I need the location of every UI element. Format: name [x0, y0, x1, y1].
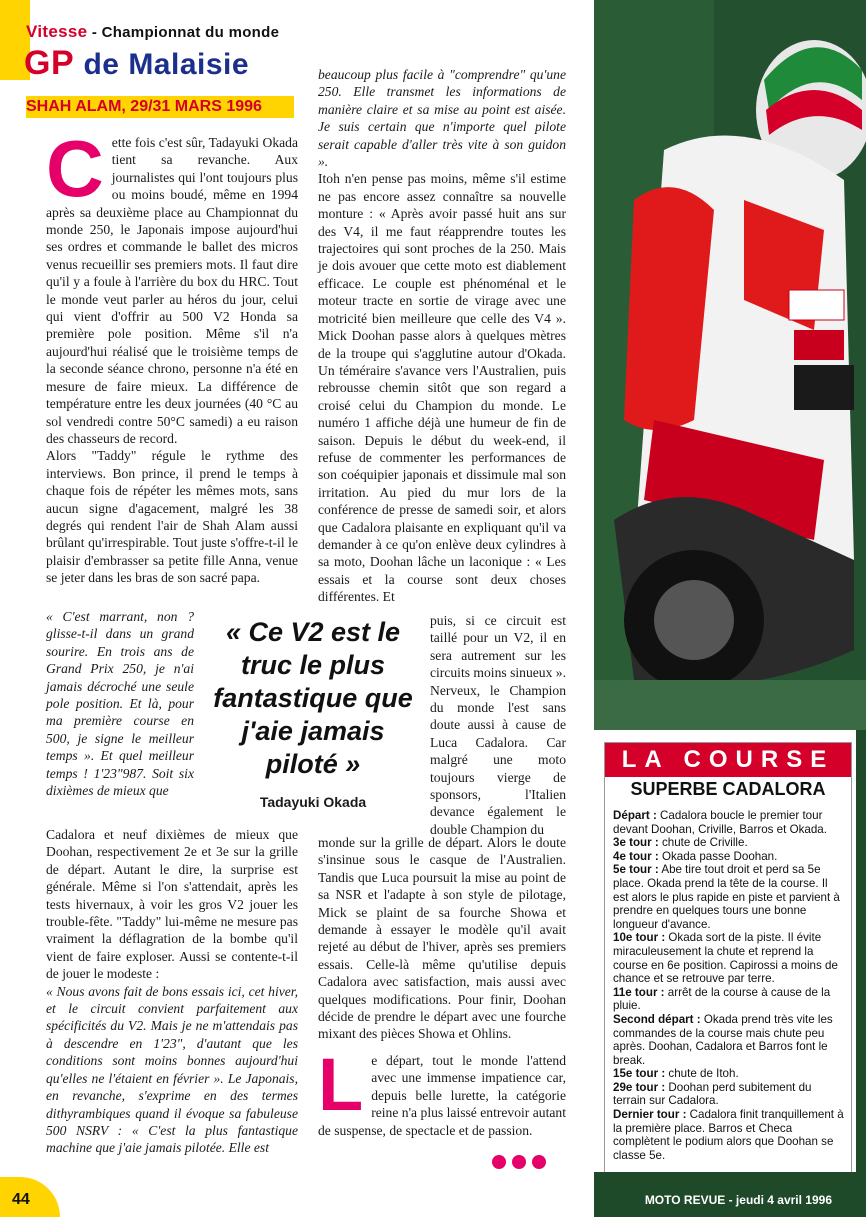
race-event-label: Départ : [613, 809, 657, 822]
article-column-2-bottom [318, 834, 566, 1043]
box-title: LA COURSE [605, 743, 851, 777]
section-kicker [26, 22, 279, 42]
race-event-label: 4e tour : [613, 849, 659, 863]
rider-photo [594, 0, 866, 730]
race-event [613, 931, 845, 985]
race-event-text: arrêt de la course à cause de la pluie. [613, 985, 831, 1013]
page-number: 44 [12, 1191, 30, 1208]
yellow-corner-bottom [0, 1177, 60, 1217]
bullet-dot [512, 1155, 526, 1169]
article-column-1-bottom [46, 826, 298, 1157]
paragraph: ette fois c'est sûr, Tadayuki Okada tient sa revanche. Aux journalistes qui l'ont toujours plus ou moins boudé, même en 1994 après sa deuxième place au Championnat du monde 250, le Japonais impose aujourd'hui ses ordres et commande le ballet des micros venus recueillir ses premiers mots. Il faut dire qu'il y a foule à l'arrière du box du HRC. Tout le monde veut parler au héros du jour, celui qui vient d'offrir au 500 V2 Honda sa première pole position. Même s'il n'a aujourd'hui réalisé que le troisième temps de la seconde séance chrono, personne n'a été en mesure de faire mieux. La différence de température entre les deux journées (40 °C au sol vendredi contre 50°C samedi) a eu raison des chasseurs de record. [46, 135, 298, 446]
race-event-label: Dernier tour : [613, 1108, 687, 1122]
race-event [613, 850, 845, 864]
race-event [613, 863, 845, 931]
article-column-2 [318, 66, 566, 606]
race-event-text: chute de Criville. [658, 836, 748, 850]
kicker-subtitle: - Championnat du monde [91, 24, 280, 41]
race-event-text: Okada sort de la piste. Il évite miraculeusement la chute et reprend la course en 6e position. Capirossi a moins de chance et se retrouve par terre. [613, 931, 838, 986]
article-column-1 [46, 124, 298, 587]
end-bullets [492, 1155, 572, 1174]
race-event [613, 986, 845, 1013]
paragraph: beaucoup plus facile à "comprendre" qu'une 250. Elle transmet les informations de manière claire et sa mise au point est aisée. Je suis certain que n'importe quel pilote serait capable d'aller très vite à son guidon ». [318, 67, 566, 170]
page-title [24, 44, 249, 83]
dateline: SHAH ALAM, 29/31 MARS 1996 [26, 96, 294, 118]
article-column-2-narrow [430, 612, 566, 838]
race-event-label: 5e tour : [613, 863, 659, 877]
race-event-text: Okada passe Doohan. [658, 849, 778, 863]
race-summary-box [604, 742, 852, 1174]
race-event-label: 11e tour : [613, 985, 665, 999]
paragraph: « C'est marrant, non ? glisse-t-il dans un grand sourire. En trois ans de Grand Prix 250, je n'ai jamais décroché une seule pole position. Et là, pour ma première course en 500, je signe le meilleur temps ». Et quel meilleur temps ! 1'23"987. Soit six dixièmes de mieux que [46, 609, 194, 799]
race-event [613, 836, 845, 850]
race-event-text: Abe tire tout droit et perd sa 5e place. Okada prend la tête de la course. Il est alors le plus rapide en piste et parvient à prendre en quelques tours une bonne longueur d'avance. [613, 863, 840, 931]
race-event-text: Cadalora finit tranquillement à la première place. Barros et Checa complètent le podium alors que Doohan se classe 5e. [613, 1108, 844, 1162]
race-event-label: 15e tour : [613, 1067, 666, 1081]
race-event [613, 1013, 845, 1067]
race-event-label: 29e tour : [613, 1080, 666, 1094]
race-event-label: 3e tour : [613, 836, 659, 850]
rider-photo-illustration [594, 0, 866, 730]
photo-edge [856, 730, 866, 1172]
race-event [613, 809, 845, 836]
paragraph: « Nous avons fait de bons essais ici, cet hiver, et le circuit convient parfaitement aux spécificités du V2. Mais je ne m'attendais pas à descendre en 1'23", d'autant que les conditions sont moins bonnes aujourd'hui qu'elles ne l'étaient en février ». Le Japonais, en revanche, s'exprime en des termes dithyrambiques quand il évoque sa fabuleuse 500 NSRV : « C'est la plus fantastique machine que j'aie jamais pilotée. Elle est [46, 983, 298, 1156]
box-text [613, 809, 845, 1162]
race-event-text: Doohan perd subitement du terrain sur Cadalora. [613, 1080, 812, 1108]
pull-quote: « Ce V2 est le truc le plus fantastique que j'aie jamais piloté » [213, 617, 413, 779]
race-event [613, 1067, 845, 1081]
race-event-text: Okada prend très vite les commandes de la course mais chute peu après. Doohan, Cadalora et Barros font le break. [613, 1012, 833, 1067]
paragraph: e départ, tout le monde l'attend avec une immense impatience car, depuis belle lurette, la catégorie reine n'a plus laissé entrevoir autant de suspense, de spectacle et de passion. [318, 1053, 566, 1138]
paragraph: Alors "Taddy" régule le rythme des interviews. Bon prince, il prend le temps à chaque fois de répéter les mêmes mots, sans aucun signe d'agacement, malgré les 38 degrés qui rendent l'air de Shah Alam aussi brûlant qu'irrespirable. Tout juste s'offre-t-il le plaisir d'embrasser sa petite fille Anna, venue se jeter dans les bras de son sacré papa. [46, 448, 298, 586]
dropcap-l: L [318, 1043, 364, 1126]
race-event [613, 1081, 845, 1108]
box-subtitle: SUPERBE CADALORA [630, 779, 826, 799]
paragraph: monde sur la grille de départ. Alors le doute s'insinue sous le casque de l'Australien. Tandis que Luca poursuit la mise au point de sa NSR et l'adapte à son style de pilotage, Mick se plaint de sa fourche Showa et demande à essayer le modèle qu'il avait rejeté au début de l'hiver, après ses premiers essais. Celle-là même qu'utilise depuis Cadalora avec satisfaction, mais aussi avec quelques modifications. Pour finir, Doohan décide de prendre le départ avec une fourche mixant des pièces Showa et Ohlins. [318, 835, 566, 1042]
race-event-text: chute de Itoh. [665, 1067, 739, 1081]
race-event-text: Cadalora boucle le premier tour devant Doohan, Criville, Barros et Okada. [613, 809, 827, 836]
bullet-dot [492, 1155, 506, 1169]
paragraph: puis, si ce circuit est taillé pour un V2, il en sera autrement sur les circuits moins sinueux ». Nerveux, le Champion du monde l'est sans doute aussi à cause de Luca Cadalora. Car malgré une moto toujours vierge de sponsors, l'Italien devance également le double Champion du [430, 613, 566, 837]
kicker-category: Vitesse [26, 22, 88, 41]
dropcap-c: C [46, 124, 104, 213]
race-event-label: Second départ : [613, 1012, 701, 1026]
paragraph: Cadalora et neuf dixièmes de mieux que Doohan, respectivement 2e et 3e sur la grille de départ. Autant le dire, la surprise est générale. Même si l'on s'attendait, après les tests hivernaux, à voir les gros V2 jouer les trouble-fête. "Taddy" lui-même ne mesure pas vraiment la déflagration de la bombe qu'il vient de faire exploser. Aussi se contente-t-il de jouer le modeste : [46, 827, 298, 982]
title-rest: de Malaisie [83, 48, 250, 81]
article-column-1-narrow [46, 608, 194, 799]
pull-quote-author: Tadayuki Okada [259, 794, 367, 810]
publication-footer: MOTO REVUE - jeudi 4 avril 1996 [644, 1193, 832, 1207]
bullet-dot [532, 1155, 546, 1169]
race-event [613, 1108, 845, 1162]
article-column-2-end [318, 1043, 566, 1139]
race-event-label: 10e tour : [613, 931, 666, 945]
title-gp: GP [24, 44, 74, 82]
paragraph: Itoh n'en pense pas moins, même s'il estime ne pas encore assez connaître sa nouvelle monture : « Après avoir passé huit ans sur des V4, il me faut réapprendre toutes les trajectoires qui sont proches de la 250. Mais je dois avouer que cette moto est diablement efficace. Le couple est phénoménal et le moteur tracte en sortie de virage avec une motricité bien meilleure que celle des V4 ». Mick Doohan passe alors à quelques mètres de la troupe qui s'agglutine autour d'Okada. Un téméraire s'avance vers l'Australien, puis rebrousse chemin sitôt que son regard a croisé celui du Champion du monde. Le numéro 1 affiche déjà une humeur de fin de saison. Depuis le début du week-end, il refuse de commenter les performances de son coéquipier japonais et dissimule mal son irritation. Au pied du mur lors de la conférence de presse de samedi soir, et alors que Cadalora plaisante en expliquant qu'il va demander à ce qu'on enlève deux cylindres à sa moto, Doohan lâche un laconique : « Les essais et la course sont deux choses différentes. Et [318, 171, 566, 605]
